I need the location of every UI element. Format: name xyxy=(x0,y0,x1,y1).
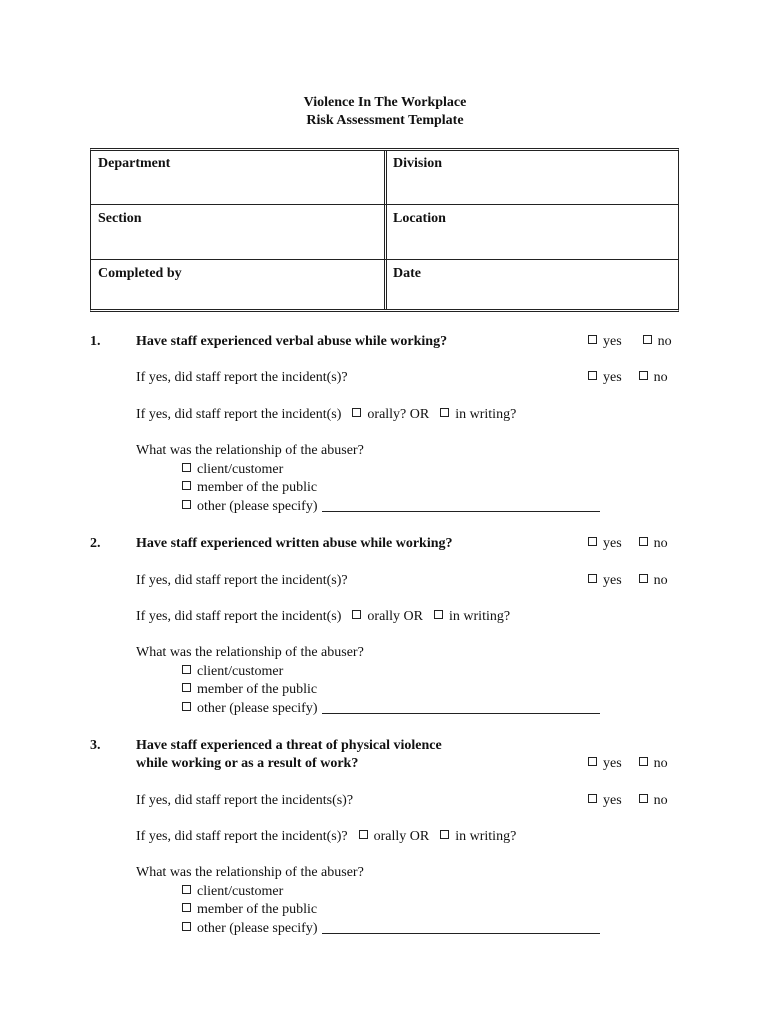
yes-no-choice: yes no xyxy=(588,536,668,552)
option-other: other (please specify) xyxy=(182,701,600,717)
in-writing-checkbox[interactable] xyxy=(440,408,449,417)
public-checkbox[interactable] xyxy=(182,481,191,490)
client-checkbox[interactable] xyxy=(182,665,191,674)
specify-input-line[interactable] xyxy=(322,921,600,934)
yes-checkbox[interactable] xyxy=(588,794,597,803)
yes-no-choice: yes no xyxy=(588,370,668,386)
yes-no-choice: yes no xyxy=(588,334,672,350)
yes-checkbox[interactable] xyxy=(588,371,597,380)
division-label: Division xyxy=(393,156,443,171)
client-checkbox[interactable] xyxy=(182,885,191,894)
yes-checkbox[interactable] xyxy=(588,574,597,583)
no-checkbox[interactable] xyxy=(639,794,648,803)
report-method-question: If yes, did staff report the incident(s) orally? OR in writing? xyxy=(136,407,517,422)
option-other: other (please specify) xyxy=(182,921,600,937)
public-checkbox[interactable] xyxy=(182,903,191,912)
orally-checkbox[interactable] xyxy=(359,830,368,839)
orally-checkbox[interactable] xyxy=(352,610,361,619)
document-subtitle: Risk Assessment Template xyxy=(306,113,464,128)
report-question: If yes, did staff report the incident(s)? xyxy=(136,370,348,385)
no-checkbox[interactable] xyxy=(643,335,652,344)
location-label: Location xyxy=(393,211,446,226)
yes-checkbox[interactable] xyxy=(588,757,597,766)
option-public: member of the public xyxy=(182,902,317,918)
yes-no-choice: yes no xyxy=(588,756,668,772)
department-label: Department xyxy=(98,156,171,171)
relationship-question: What was the relationship of the abuser? xyxy=(136,443,364,458)
question-text-line1: Have staff experienced a threat of physical violence xyxy=(136,738,442,753)
in-writing-checkbox[interactable] xyxy=(440,830,449,839)
specify-input-line[interactable] xyxy=(322,701,600,714)
option-client: client/customer xyxy=(182,884,283,900)
option-client: client/customer xyxy=(182,664,283,680)
relationship-question: What was the relationship of the abuser? xyxy=(136,865,364,880)
client-checkbox[interactable] xyxy=(182,463,191,472)
no-checkbox[interactable] xyxy=(639,371,648,380)
report-method-question: If yes, did staff report the incident(s)? orally OR in writing? xyxy=(136,829,517,844)
no-checkbox[interactable] xyxy=(639,537,648,546)
public-checkbox[interactable] xyxy=(182,683,191,692)
other-checkbox[interactable] xyxy=(182,702,191,711)
option-public: member of the public xyxy=(182,682,317,698)
header-info-table xyxy=(90,148,679,312)
orally-checkbox[interactable] xyxy=(352,408,361,417)
yes-checkbox[interactable] xyxy=(588,537,597,546)
question-number: 3. xyxy=(90,738,101,753)
table-column-divider xyxy=(384,151,387,309)
option-other: other (please specify) xyxy=(182,499,600,515)
in-writing-checkbox[interactable] xyxy=(434,610,443,619)
yes-no-choice: yes no xyxy=(588,573,668,589)
report-question: If yes, did staff report the incident(s)? xyxy=(136,573,348,588)
other-checkbox[interactable] xyxy=(182,500,191,509)
relationship-question: What was the relationship of the abuser? xyxy=(136,645,364,660)
section-label: Section xyxy=(98,211,142,226)
report-question: If yes, did staff report the incidents(s)? xyxy=(136,793,354,808)
completed-by-label: Completed by xyxy=(98,266,182,281)
question-number: 2. xyxy=(90,536,101,551)
specify-input-line[interactable] xyxy=(322,499,600,512)
yes-checkbox[interactable] xyxy=(588,335,597,344)
no-checkbox[interactable] xyxy=(639,574,648,583)
yes-no-choice: yes no xyxy=(588,793,668,809)
question-number: 1. xyxy=(90,334,101,349)
no-checkbox[interactable] xyxy=(639,757,648,766)
date-label: Date xyxy=(393,266,421,281)
question-text-line2: while working or as a result of work? xyxy=(136,756,359,771)
question-text: Have staff experienced verbal abuse while working? xyxy=(136,334,448,349)
option-client: client/customer xyxy=(182,462,283,478)
report-method-question: If yes, did staff report the incident(s) orally OR in writing? xyxy=(136,609,511,624)
document-title: Violence In The Workplace xyxy=(303,95,467,110)
option-public: member of the public xyxy=(182,480,317,496)
other-checkbox[interactable] xyxy=(182,922,191,931)
question-text: Have staff experienced written abuse while working? xyxy=(136,536,453,551)
